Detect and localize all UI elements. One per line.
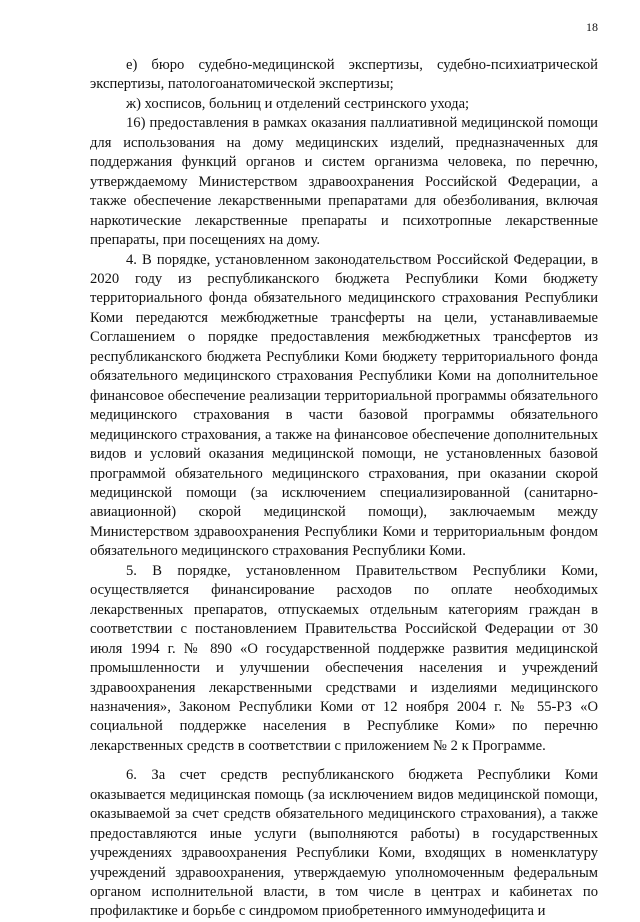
page-number: 18: [586, 20, 598, 34]
paragraph-item-e: е) бюро судебно-медицинской экспертизы, судебно-психиатрической экспертизы, патологоанатомической экспертизы;: [90, 57, 598, 93]
paragraph-section-4: 4. В порядке, установленном законодательством Российской Федерации, в 2020 году из республиканского бюджета Республики Коми бюджету территориального фонда обязательного медицинского страхования Республики Коми передаются межбюджетные трансферты на цели, устанавливаемые Соглашением о порядке предоставления межбюджетных трансфертов из республиканского бюджета Республики Коми бюджету территориального фонда обязательного медицинского страхования Республики Коми на дополнительное финансовое обеспечение реализации территориальной программы обязательного медицинского страхования в части базовой программы обязательного медицинского страхования, а также на финансовое обеспечение дополнительных видов и условий оказания медицинской помощи, не установленных базовой программой обязательного медицинского страхования, при оказании скорой медицинской помощи (за исключением специализированной (санитарно-авиационной) скорой медицинской помощи), заключаемым между Министерством здравоохранения Республики Коми и территориальным фондом обязательного медицинского страхования Республики Коми.: [90, 251, 598, 560]
document-body: [90, 56, 598, 922]
paragraph-section-6: 6. За счет средств республиканского бюджета Республики Коми оказывается медицинская помощь (за исключением видов медицинской помощи, оказываемой за счет средств обязательного медицинского страхования), а также предоставляются иные услуги (выполняются работы) в государственных учреждениях здравоохранения Республики Коми, входящих в номенклатуру учреждений здравоохранения, утверждаемую уполномоченным федеральным органом исполнительной власти, в том числе в центрах и кабинетах по профилактике и борьбе с синдромом приобретенного иммунодефицита и: [90, 767, 598, 920]
paragraph-item-zh: ж) хосписов, больниц и отделений сестринского ухода;: [126, 95, 470, 112]
paragraph-item-16: 16) предоставления в рамках оказания паллиативной медицинской помощи для использования на дому медицинских изделий, предназначенных для поддержания функций органов и систем организма человека, по перечню, утверждаемому Министерством здравоохранения Российской Федерации, а также обеспечение лекарственными препаратами для обезболивания, включая наркотические лекарственные препараты и психотропные лекарственные препараты, при посещениях на дому.: [90, 115, 598, 249]
paragraph-section-5: 5. В порядке, установленном Правительством Республики Коми, осуществляется финансирование расходов по оплате необходимых лекарственных препаратов, отпускаемых отдельным категориям граждан в соответствии с постановлением Правительства Российской Федерации от 30 июля 1994 г. № 890 «О государственной поддержке развития медицинской промышленности и улучшении обеспечения населения и учреждений здравоохранения лекарственными средствами и изделиями медицинского назначения», Законом Республики Коми от 12 ноября 2004 г. № 55-РЗ «О социальной поддержке населения в Республике Коми» по перечню лекарственных средств в соответствии с приложением № 2 к Программе.: [90, 562, 598, 754]
